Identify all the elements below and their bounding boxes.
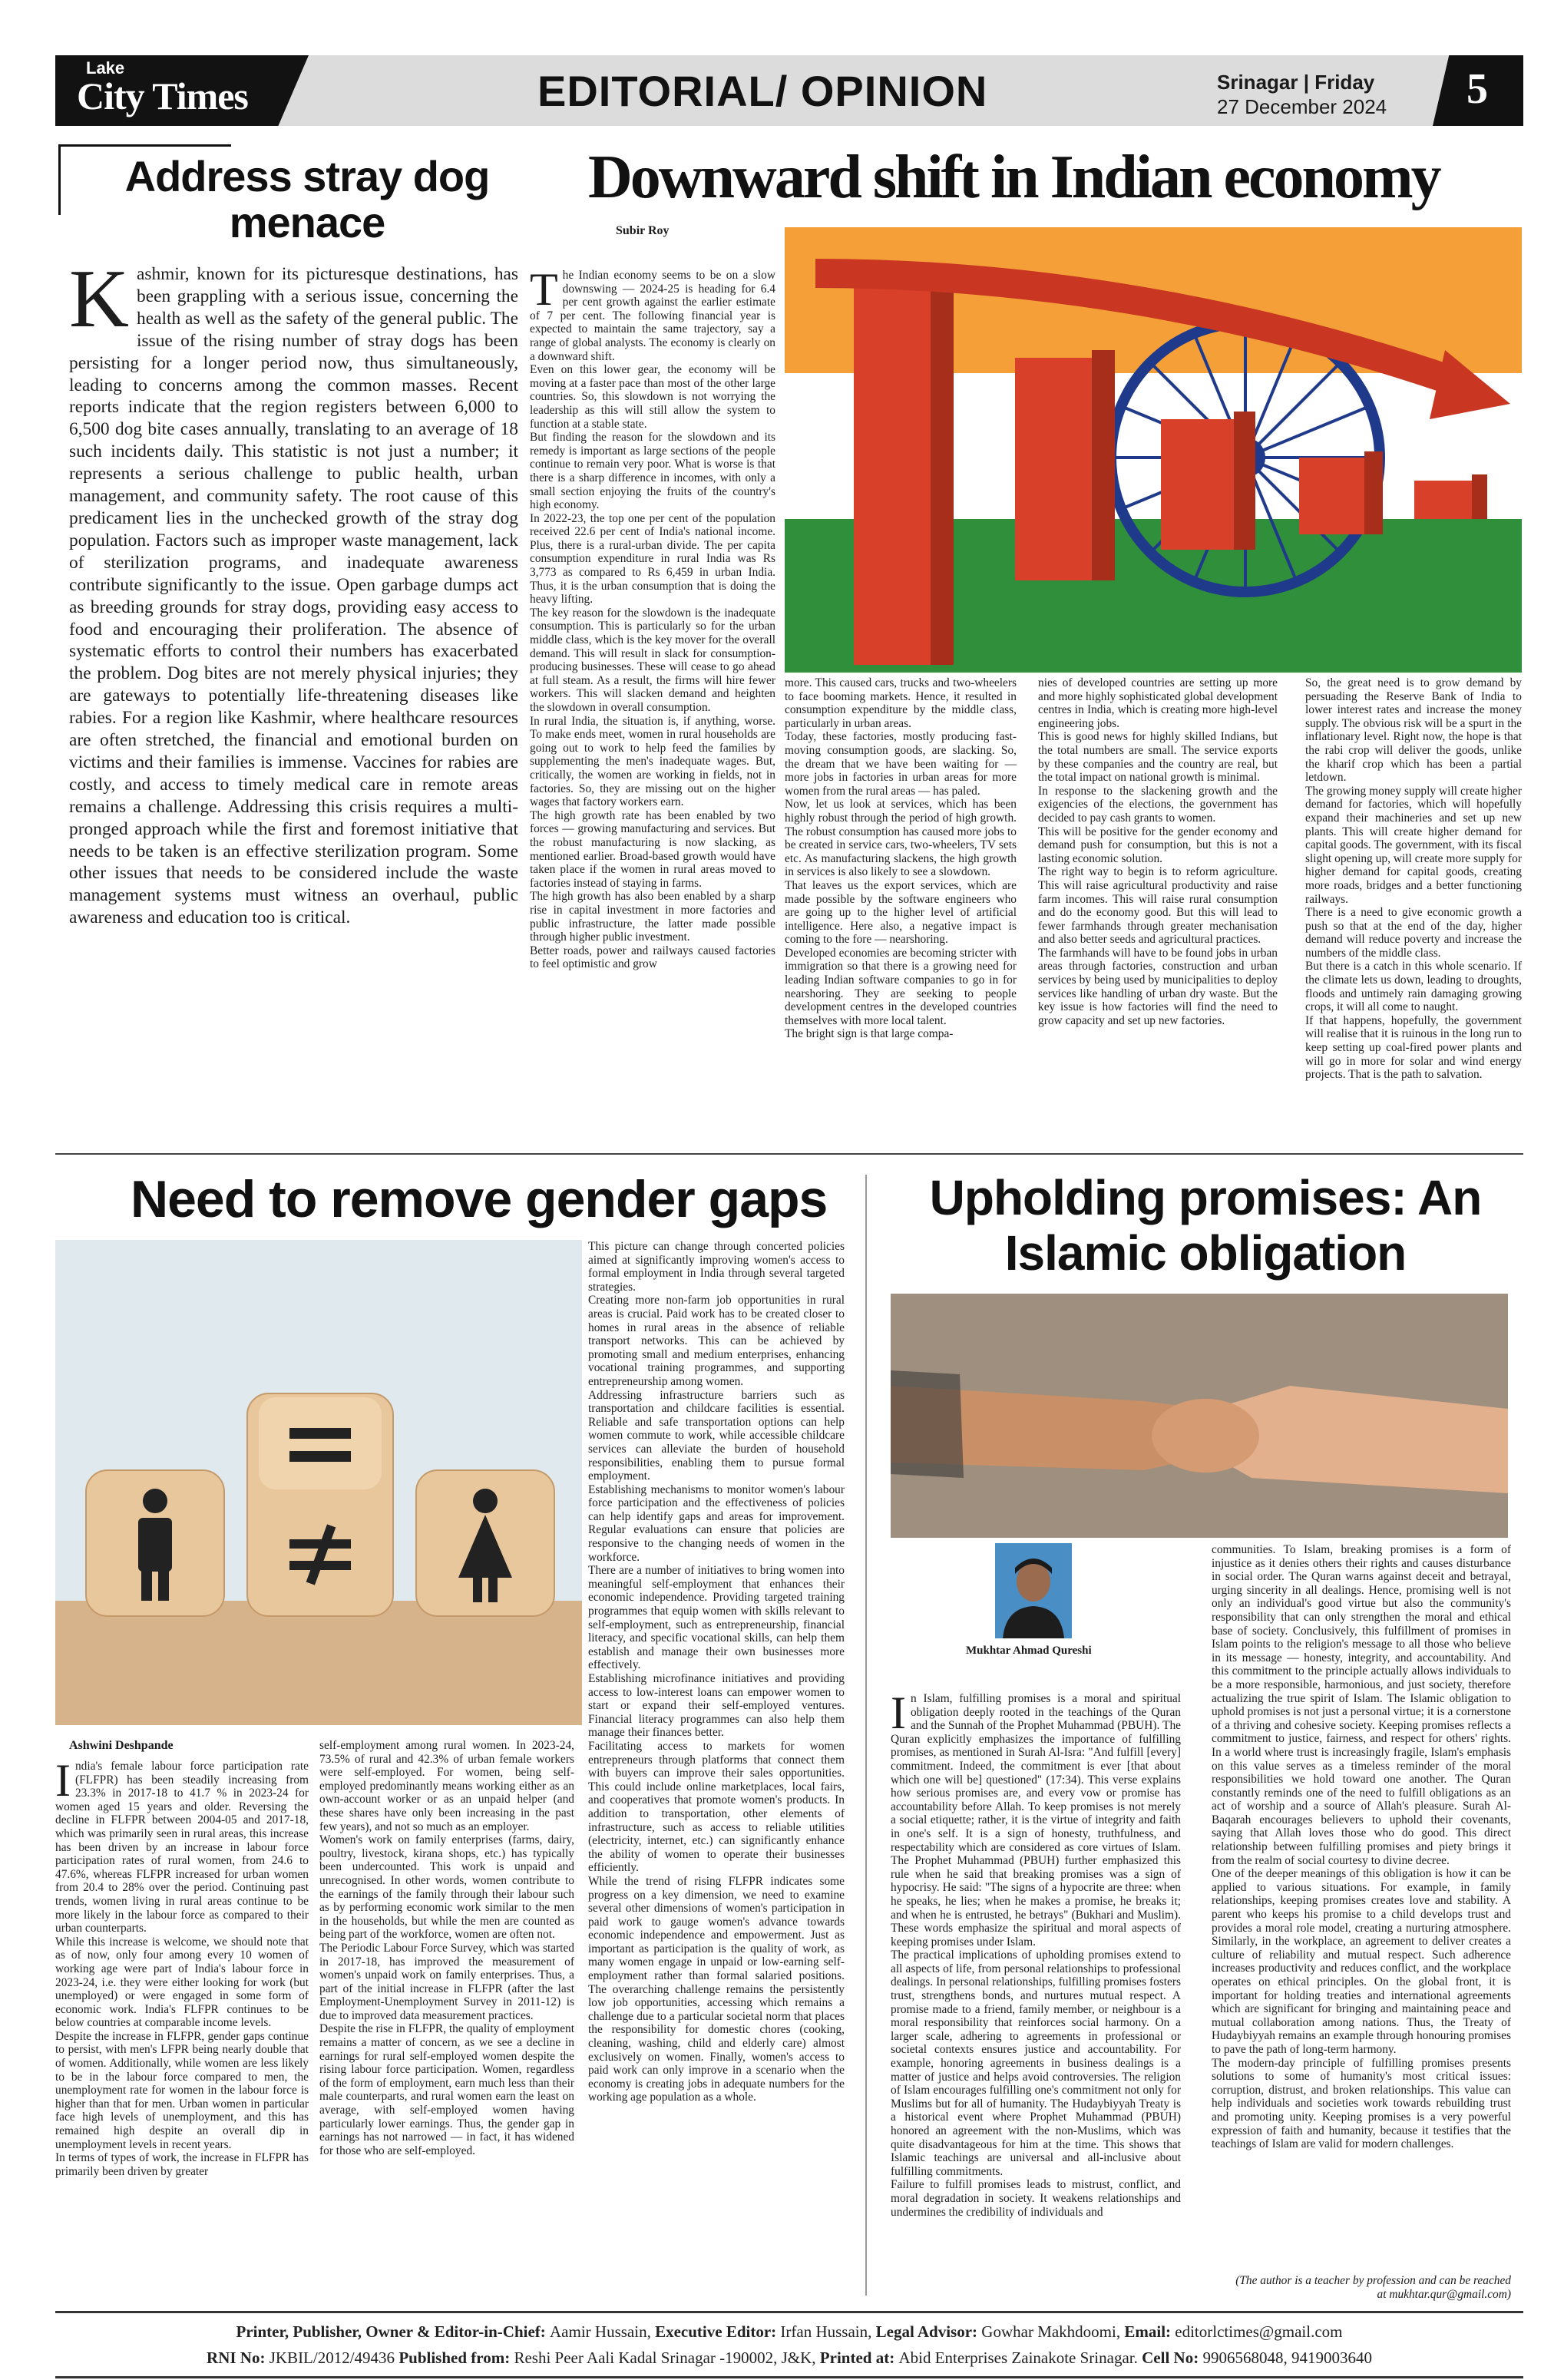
economy-chart-image [785, 227, 1522, 673]
editorial-title: Address stray dog menace [124, 152, 490, 246]
gender-column-1 [55, 1755, 309, 2178]
promises-text-1: n Islam, fulfilling promises is a moral and spiritual obligation deeply rooted in the teachings of the Quran and the Sunnah of the Prophet Muhammad (PBUH). The Quran explicitly emphasizes the importance of fulfilling promises, as mentioned in Surah Al-Isra: "And fulfill [every] commitment. Indeed, the commitment is ever [that about which one will be] questioned" (17:34). This verse explains how serious promises are, and every vow or promise has accountability before Allah. To keep promises is not merely a social etiquette; rather, it is the virtue of integrity and faith in one's self. It is a sign of honesty, truthfulness, and respectability which are considered as core virtues of Islam. The Prophet Muhammad (PBUH) further emphasized this rule when he said that breaking promises was a sign of hypocrisy. He said: "The signs of a hypocrite are three: when he speaks, he lies; when he makes a promise, he breaks it; and when he is entrusted, he betrays" (Bukhari and Muslim). These words emphasize the spiritual and moral aspects of keeping promises under Islam. The practical implications of upholding promises extend to all aspects of life, from personal relationships to professional dealings. In personal relationships, fulfilling promises fosters trust, strengthens bonds, and nurtures mutual respect. A promise made to a friend, family member, or neighbour is a moral responsibility that reinforces social harmony. On a larger scale, adhering to agreements in professional or societal contexts ensures justice and accountability. For example, honoring agreements in business dealings is a matter of justice and helps avoid controversies. The religion of Islam encourages fulfilling one's commitment not only for Muslims but for all of humanity. The Hudaybiyyah Treaty is a historical event where Prophet Muhammad (PBUH) honored an agreement with the non-Muslims, which was quite disadvantageous for him at the time. This shows that Islamic teachings are universal and all-inclusive about fulfilling commitments. Failure to fulfill promises leads to mistrust, conflict, and moral degradation in society. It weakens relationships and undermines the credibility of individuals and [891, 1692, 1181, 2219]
promises-column-1 [891, 1687, 1181, 2219]
gender-author: Ashwini Deshpande [69, 1739, 174, 1752]
gender-title: Need to remove gender gaps [131, 1170, 828, 1228]
column-divider [865, 1175, 867, 2296]
promises-column-2: communities. To Islam, breaking promises is a form of injustice as it denies others their rights and causes disturbance in social order. The Quran warns against deceit and betrayal, urging sincerity in all dealings. Hence, promising well is not only an individual's good virtue but also the community's responsibility that can only strengthen the moral and ethical base of society. Conclusively, this fulfillment of promises in Islam points to the religion's message to all those who believe in its message — honesty, integrity, and accountability. And this commitment to the principle actually allows individuals to be a more responsible, harmonious, and just society, therefore actualizing the true spirit of Islam. The Islamic obligation to uphold promises is not just a personal virtue; it is a cornerstone of a thriving and cohesive society. Keeping promises reflects a commitment to justice, fairness, and respect for others' rights. In a world where trust is increasingly fragile, Islam's emphasis on this value serves as a timeless reminder of the moral responsibilities we hold toward one another. The Quran constantly reminds one of the need to fulfill obligations as an act of worship and a source of Allah's pleasure. Surah Al-Baqarah encourages believers to uphold their covenants, saying that Allah loves those who do good. This direct relationship between fulfilling promises and piety brings it from the realm of social courtesy to divine decree. One of the deeper meanings of this obligation is how it can be applied to various situations. For example, in family relationships, keeping promises creates love and stability. A parent who keeps his promise to a child develops trust and provides a moral role model, creating a nurturing atmosphere. Similarly, in the workplace, an agreement to deliver creates a culture of reliability and mutual respect. Such adherence increases productivity and reduces conflict, and the workplace operates on ethical principles. On the global front, it is important for holding treaties and international agreements which are significant for bringing and maintaining peace and mutual collaboration among nations. Thus, the Treaty of Hudaybiyyah remains an example through honouring promises to pave the path of long-term harmony. The modern-day principle of fulfilling promises presents solutions to some of humanity's most critical issues: corruption, distrust, and broken relationships. This value can help individuals and societies work towards rebuilding trust and promoting unity. Keeping promises is a very powerful expression of faith and humanity, because it testifies that the teachings of Islam are valid for modern challenges. [1212, 1543, 1511, 2151]
editorial-rule-horizontal [58, 144, 231, 147]
imprint-label: Printer, Publisher, Owner & Editor-in-Chief: [236, 2322, 546, 2341]
place-day: Srinagar | Friday [1217, 71, 1375, 94]
logo-small-text: Lake [86, 58, 125, 78]
imprint-value: Gowhar Makhdoomi, [981, 2322, 1121, 2341]
imprint-label: Cell No: [1142, 2349, 1199, 2367]
editorial-body [69, 253, 518, 929]
gender-text-1: ndia's female labour force participation rate (FLFPR) has been steadily increasing from 23.3% in 2017-18 to 41.7 % in 2023-24 for women aged 15 years and older. Reversing the decline in FLFPR between 2004-05 and 2017-18, which was primarily seen in rural areas, this increase has been driven by an increase in labour force participation rates of rural women, from 24.6 to 47.6%, whereas FLFPR increased for urban women from 20.4 to 28% over the period. Continuing past trends, women living in rural areas continue to be more likely in the labour force as compared to their urban counterparts. While this increase is welcome, we should note that as of now, only four among every 10 women of working age were part of India's labour force in 2023-24, i.e. they were either looking for work (but unemployed) or were engaged in some form of economic work. India's FLFPR continues to be below countries at comparable income levels. Despite the increase in FLFPR, gender gaps continue to persist, with men's LFPR being nearly double that of women. Additionally, while women are less likely to be in the labour force compared to men, the unemployment rate for women in the labour force is higher than that for men. Urban women in particular face high levels of unemployment, and this has remained high despite an overall dip in unemployment levels in recent years. In terms of types of work, the increase in FLFPR has primarily been driven by greater [55, 1760, 309, 2178]
economy-column-1 [530, 264, 775, 971]
economy-column-2: more. This caused cars, trucks and two-wheelers to face booming markets. Hence, it resulted in consumption expenditure by the middle class, particularly in urban areas. Today, these factories, mostly producing fast-moving consumption goods, are slacking. So, the dream that we have been waiting for — more jobs in factories in urban areas for more women from the rural areas — has paled. Now, let us look at services, which has been highly robust through the period of high growth. The robust consumption has caused more jobs to be created in service cars, two-wheelers, TV sets etc. As manufacturing slackens, the high growth in services is also likely to see a slowdown. That leaves us the export services, which are made possible by the software engineers who are going up to the higher level of artificial intelligence. Here also, a negative impact is coming to the fore — nearshoring. Developed economies are becoming stricter with immigration so that there is a growing need for leading Indian software companies to go in for nearshoring. They are seeking to people development centres in the developed countries themselves with more local talent. The bright sign is that large compa- [785, 676, 1017, 1041]
economy-dropcap: T [530, 264, 558, 315]
page-number: 5 [1466, 65, 1488, 113]
gender-column-3: This picture can change through concerted policies aimed at significantly improving women's access to formal employment in India through several targeted strategies. Creating more non-farm job opportunities in rural areas is crucial. Paid work has to be created closer to homes in rural areas in the absence of reliable transport networks. This can be achieved by promoting small and medium enterprises, enhancing vocational training programmes, and supporting entrepreneurship among women. Addressing infrastructure barriers such as transportation and childcare facilities is essential. Reliable and safe transportation options can help women commute to work, while accessible childcare services can alleviate the burden of household responsibilities, enabling them to pursue formal employment. Establishing mechanisms to monitor women's labour force participation and the effectiveness of policies can help identify gaps and areas for improvement. Regular evaluations can ensure that policies are responsive to the changing needs of women in the workforce. There are a number of initiatives to bring women into meaningful self-employment that enhances their economic independence. Providing targeted training programmes that equip women with skills relevant to self-employment, such as entrepreneurship, financial literacy, and specific vocational skills, can help them establish and manage their own businesses more effectively. Establishing microfinance initiatives and providing access to low-interest loans can empower women to start or expand their self-employed ventures. Financial literacy programmes can also help them manage their finances better. Facilitating access to markets for women entrepreneurs through platforms that connect them with buyers can improve their sales opportunities. This could include online marketplaces, local fairs, and cooperatives that promote women's products. In addition to transportation, other elements of infrastructure, such as access to reliable utilities (electricity, internet, etc.) can significantly enhance the ability of women to operate their businesses efficiently. While the trend of rising FLFPR indicates some progress on a key dimension, we need to examine several other dimensions of women's participation in paid work to gauge women's advance towards economic independence and empowerment. Just as important as participation is the quality of work, as many women engage in unpaid or low-earning self-employment rather than formal salaried positions. The overarching challenge remains the persistently low job opportunities, accessing which remains a challenge due to a particular societal norm that places the responsibility for domestic chores (cooking, cleaning, washing, child and elderly care) almost exclusively on women. Finally, women's access to paid work can only improve in a scenario when the economy is creating jobs in adequate numbers for the working age population as a whole. [588, 1240, 845, 2104]
author-photo [995, 1543, 1072, 1638]
gender-dropcap: I [55, 1755, 71, 1806]
imprint-label: Legal Advisor: [875, 2322, 978, 2341]
author-portrait [995, 1543, 1072, 1638]
editorial-dropcap: K [69, 253, 129, 345]
gender-column-2: self-employment among rural women. In 2023-24, 73.5% of rural and 42.3% of urban female workers were self-employed. For women, being self-employed predominantly means working either as an own-account worker or as an unpaid helper (and these shares have only been increasing in the past few years), and not so much as an employer. Women's work on family enterprises (farms, dairy, poultry, livestock, kirana shops, etc.) has typically been undercounted. This work is unpaid and unrecognised. In other words, women contribute to the earnings of the family through their labour such as by performing economic work similar to the men in the households, but while the men are counted as being part of the workforce, women are often not. The Periodic Labour Force Survey, which was started in 2017-18, has improved the measurement of women's unpaid work on family enterprises. Thus, a part of the initial increase in FLFPR (after the last Employment-Unemployment Survey in 2011-12) is due to improved data measurement practices. Despite the rise in FLFPR, the quality of employment remains a matter of concern, as we see a decline in earnings for rural self-employed women despite the rising labour force participation. Women, regardless of the form of employment, earn much less than their male counterparts, and rural women earn the least on average, with self-employed women having particularly lower earnings. Thus, the gender gap in earnings has not narrowed — in fact, it has widened for those who are self-employed. [319, 1739, 574, 2157]
imprint-label: Email: [1124, 2322, 1172, 2341]
imprint-footer [55, 2311, 1523, 2378]
imprint-value: Irfan Hussain, [780, 2322, 872, 2341]
imprint-label: RNI No: [207, 2349, 266, 2367]
gender-cubes-illustration [55, 1240, 582, 1725]
falling-bars-illustration [785, 227, 1522, 673]
imprint-label: Executive Editor: [655, 2322, 777, 2341]
economy-column-3: nies of developed countries are setting up more and more highly sophisticated global development centres in India, which is creating more high-level engineering jobs. This is good news for highly skilled Indians, but the total numbers are small. The service exports by these companies and the country are real, but the total impact on national growth is minimal. In response to the slackening growth and the exigencies of the elections, the government has decided to pay cash grants to women. This will be positive for the gender economy and demand push for consumption, but this is not a lasting economic solution. The right way to begin is to reform agriculture. This will raise agricultural productivity and raise farm incomes. This will raise rural consumption and do the economy good. But this will lead to fewer farmhands through greater mechanisation and also better seeds and agricultural practices. The farmhands will have to be found jobs in urban areas through factories, construction and urban services by being used by municipalities to deploy services like handling of urban dry waste. But the key issue is how factories will find the need to grow capacity and set up new factories. [1038, 676, 1278, 1027]
imprint-line-2 [55, 2349, 1523, 2368]
imprint-value: Reshi Peer Aali Kadal Srinagar -190002, J&K, [514, 2349, 816, 2367]
imprint-email: editorlctimes@gmail.com [1175, 2322, 1343, 2341]
economy-author: Subir Roy [616, 224, 670, 237]
economy-column-4: So, the great need is to grow demand by persuading the Reserve Bank of India to lower interest rates and increase the money supply. The obvious risk will be a spurt in the inflationary level. Right now, the hope is that the rabi crop will deliver the goods, unlike the kharif crop which has been a partial letdown. The growing money supply will create higher demand for factories, which will hopefully expand their machineries and set up new plants. This will create higher demand for capital goods. The government, with its fiscal slight opening up, will create more supply for higher demand for capital goods, creating more roads, bridges and a better functioning railways. There is a need to give economic growth a push so that at the end of the day, higher demand will reduce poverty and increase the numbers of the middle class. But there is a catch in this whole scenario. If the climate lets us down, leading to droughts, floods and untimely rain damaging growing crops, it will all come to naught. If that happens, hopefully, the government will realise that it is ruinous in the long run to keep setting up coal-fired power plants and will go in more for solar and wind energy projects. That is the path to salvation. [1305, 676, 1522, 1082]
logo-title: City Times [77, 74, 248, 117]
economy-text-1: he Indian economy seems to be on a slow downswing — 2024-25 is heading for 6.4 per cent growth against the earlier estimate of 7 per cent. The following financial year is expected to maintain the same trajectory, say a range of global analysts. The economy is clearly on a downward shift. Even on this lower gear, the economy will be moving at a faster pace than most of the other large countries. So, this slowdown is not worrying the leadership as this will still allow the system to function at a stable state. But finding the reason for the slowdown and its remedy is important as large sections of the people continue to remain very poor. What is worse is that there is a sharp difference in incomes, with only a small section enjoying the fruits of the country's high economy. In 2022-23, the top one per cent of the population received 22.6 per cent of India's national income. Plus, there is a rural-urban divide. The per capita consumption expenditure in rural India was Rs 3,773 as compared to Rs 6,459 in urban India. Thus, it is the urban consumption that is doing the heavy lifting. The key reason for the slowdown is the inadequate consumption. This is particularly so for the urban middle class, which is the key mover for the overall demand. This will result in slack for consumption-producing businesses. These will cease to go ahead at full steam. As a result, the firms will hire fewer workers. This will slacken demand and heighten the slowdown in overall consumption. In rural India, the situation is, if anything, worse. To make ends meet, women in rural households are going out to work to help feed the families by supplementing the men's inadequate wages. But, critically, the women are working in fields, not in factories. So, they are missing out on the higher wages that factory workers earn. The high growth rate has been enabled by two forces — growing manufacturing and services. But the robust manufacturing is now slacking, as mentioned earlier. Broad-based growth would have taken place if the women in rural areas moved to factories instead of staying in farms. The high growth has also been enabled by a sharp rise in capital investment in more factories and public infrastructure, the latter made possible through higher public investment. Better roads, power and railways caused factories to feel optimistic and grow [530, 269, 775, 971]
imprint-line-1 [55, 2322, 1523, 2342]
imprint-label: Printed at: [819, 2349, 895, 2367]
author-note: (The author is a teacher by profession and can be reached at mukhtar.qur@gmail.com) [1235, 2274, 1511, 2301]
section-divider [55, 1153, 1523, 1155]
issue-date: 27 December 2024 [1217, 95, 1387, 118]
promises-dropcap: I [891, 1687, 906, 1738]
imprint-value: JKBIL/2012/49436 [269, 2349, 395, 2367]
promises-author: Mukhtar Ahmad Qureshi [966, 1645, 1092, 1657]
imprint-label: Published from: [398, 2349, 511, 2367]
editorial-text: ashmir, known for its picturesque destinations, has been grappling with a serious issue, concerning the health as well as the safety of the general public. The issue of the rising number of stray dogs has been persisting for a longer period now, thus simultaneously, leading to concerns among the common masses. Recent reports indicate that the region registers between 6,000 to 6,500 dog bite cases annually, translating to an average of 18 such incidents daily. This statistic is not just a number; it represents a serious challenge to public health, urban management, and community safety. The root cause of this predicament lies in the unchecked growth of the stray dog population. Factors such as improper waste management, lack of sterilization programs, and inadequate awareness contribute significantly to the issue. Open garbage dumps act as breeding grounds for stray dogs, providing easy access to food and encouraging their proliferation. The absence of systematic efforts to control their numbers has exacerbated the problem. Dog bites are not merely physical injuries; they are gateways to potentially life-threatening diseases like rabies. For a region like Kashmir, where healthcare resources are often stretched, the financial and emotional burden on victims and their families is immense. Vaccines for rabies are costly, and access to timely medical care in remote areas remains a challenge. Addressing this crisis requires a multi-pronged approach while the first and foremost initiative that needs to be taken is an effective sterilization program. Some other issues that needs to be considered include the waste management systems must witness an overhaul, public awareness and education too is critical. [69, 264, 518, 928]
promises-title: Upholding promises: An Islamic obligation [929, 1170, 1482, 1281]
editorial-rule-vertical [58, 144, 61, 215]
gender-image [55, 1240, 582, 1725]
section-title: EDITORIAL/ OPINION [537, 67, 988, 115]
economy-title: Downward shift in Indian economy [588, 144, 1440, 211]
imprint-value: Aamir Hussain, [550, 2322, 651, 2341]
handshake-illustration [891, 1294, 1508, 1538]
imprint-value: Abid Enterprises Zainakote Srinagar. [898, 2349, 1138, 2367]
promises-image [891, 1294, 1508, 1538]
imprint-value: 9906568048, 9419003640 [1202, 2349, 1372, 2367]
